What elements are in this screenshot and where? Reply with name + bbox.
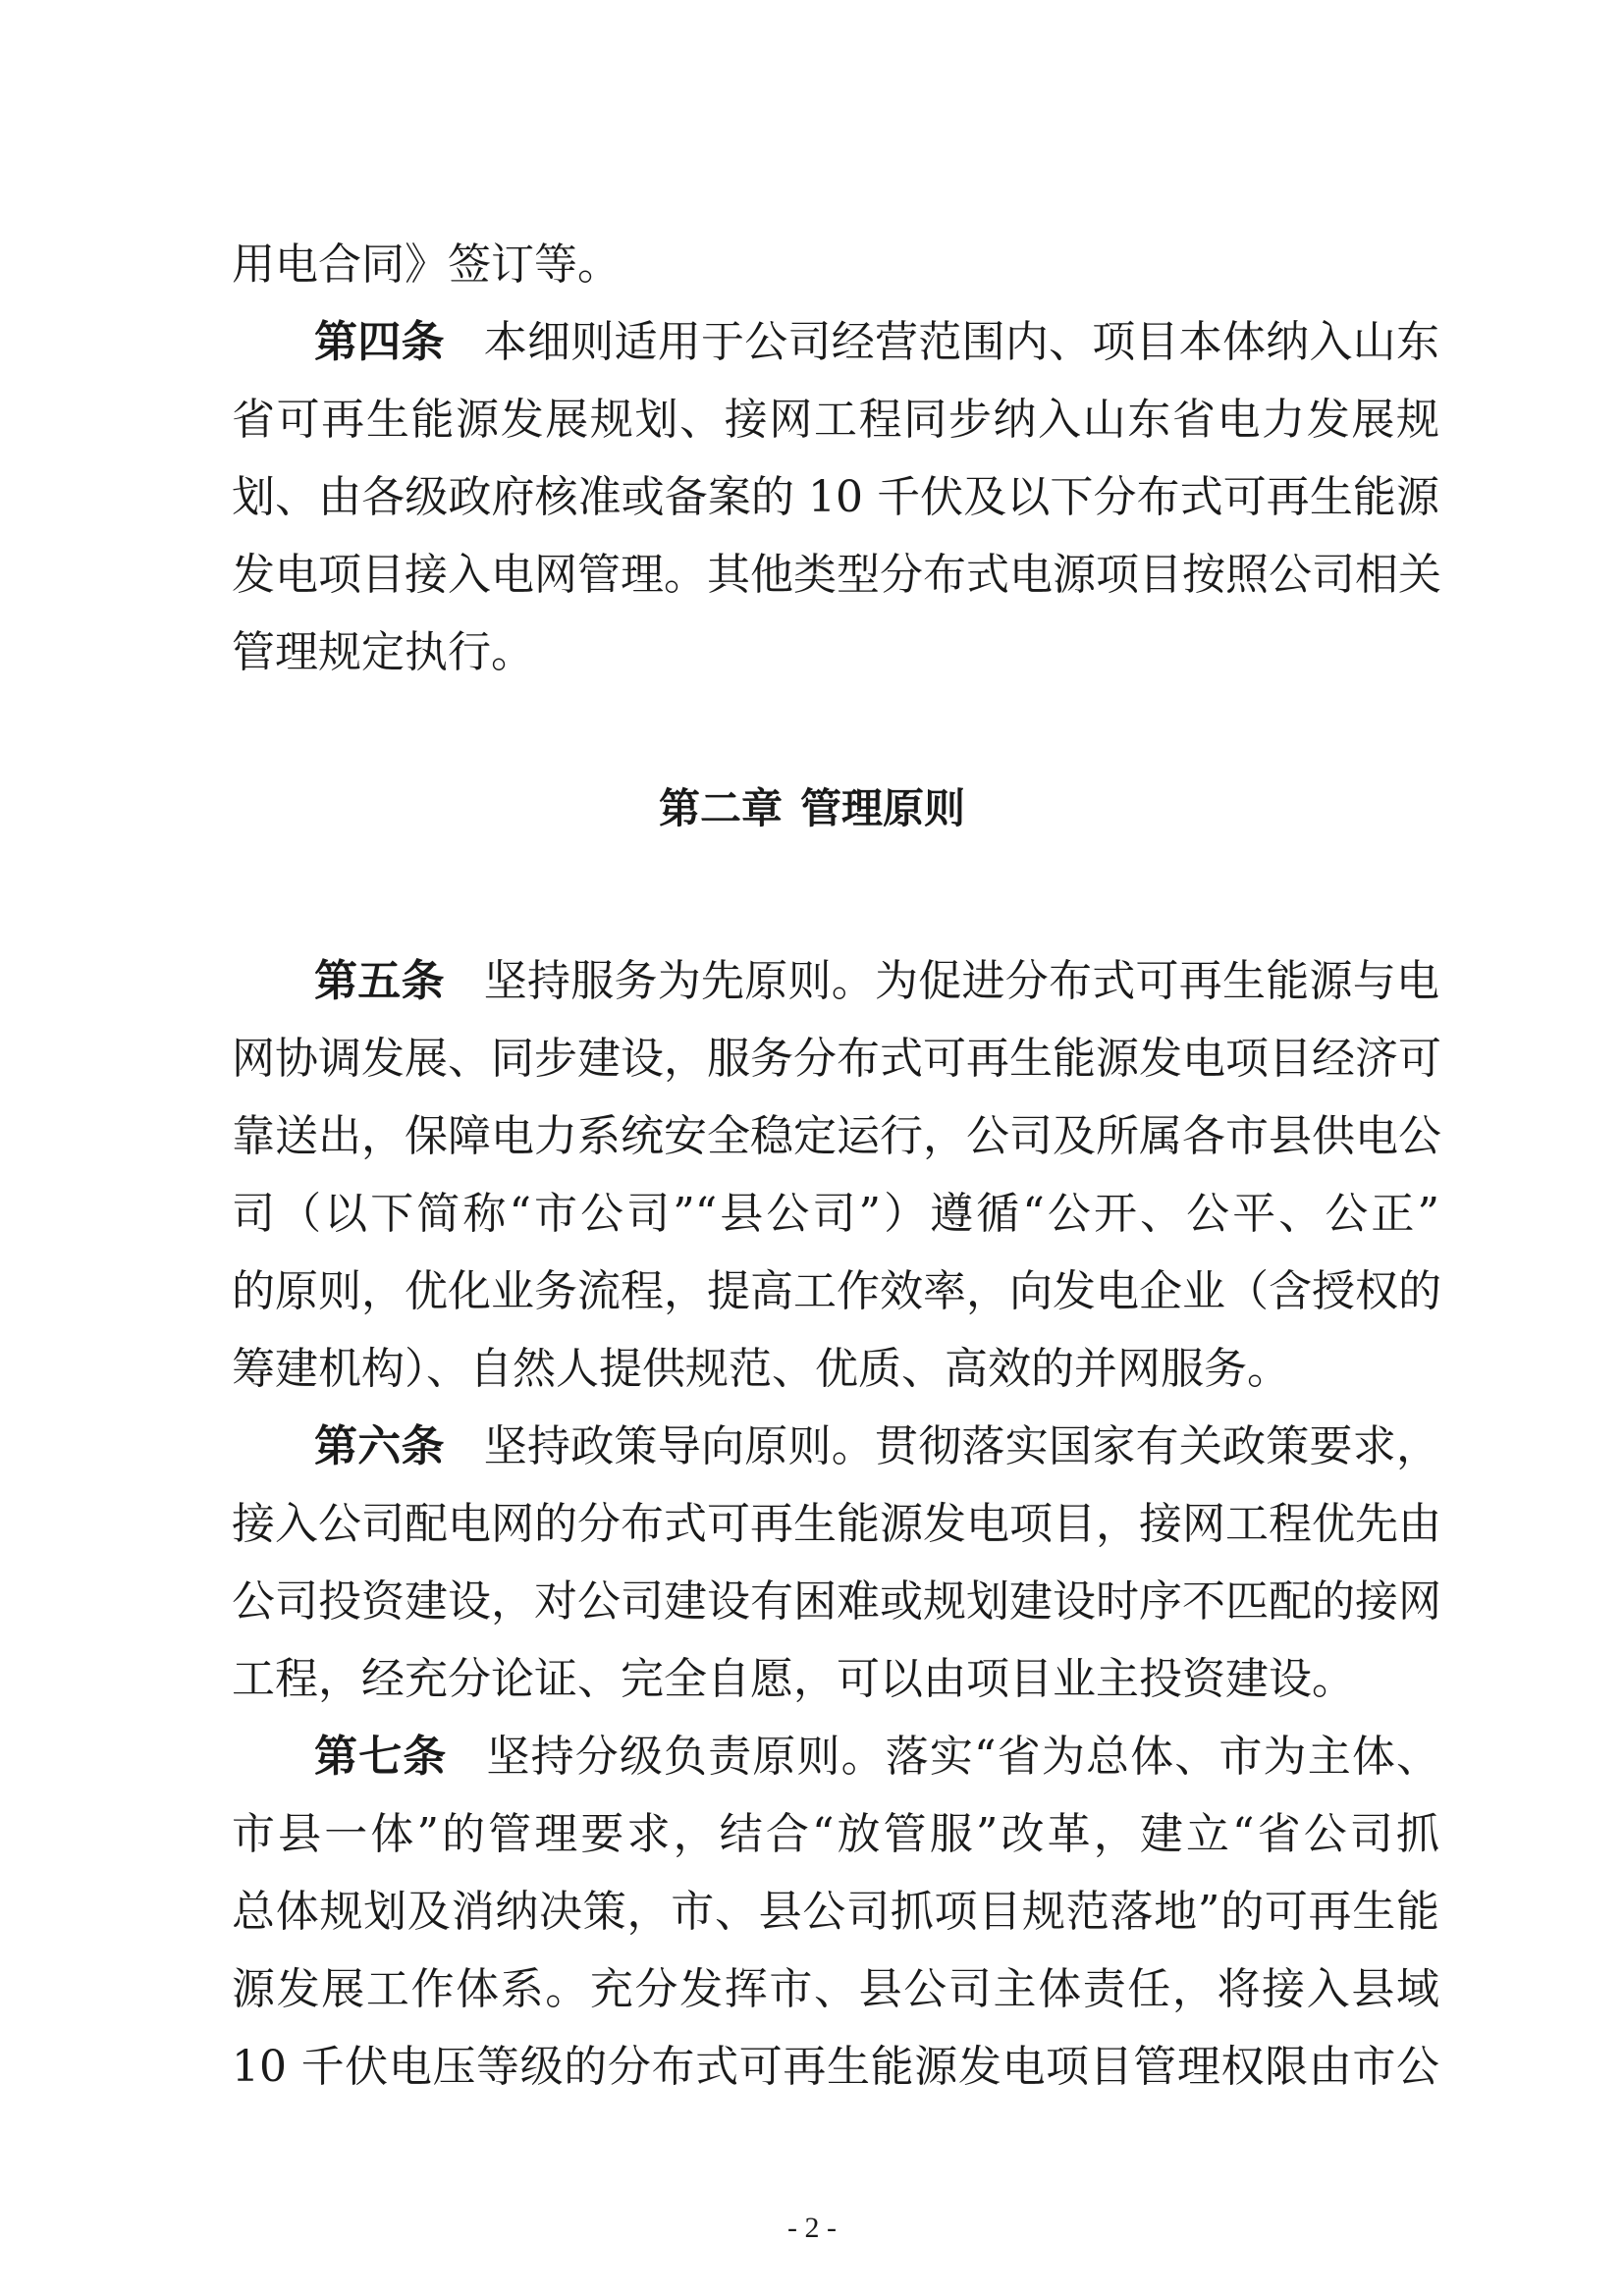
article-4-first-line: [314, 317, 1439, 368]
text-line: 接入公司配电网的分布式可再生能源发电项目，接网工程优先由: [232, 1499, 1441, 1549]
text-line: 网协调发展、同步建设，服务分布式可再生能源发电项目经济可: [232, 1034, 1441, 1084]
text-line: 划、由各级政府核准或备案的 10 千伏及以下分布式可再生能源: [232, 472, 1439, 522]
text-line: 筹建机构）、自然人提供规范、优质、高效的并网服务。: [232, 1344, 1290, 1394]
article-6-first-line: [314, 1421, 1439, 1472]
text-line: 10 千伏电压等级的分布式可再生能源发电项目管理权限由市公: [232, 2042, 1439, 2092]
text-line: 司（以下简称“市公司”“县公司”）遵循“公开、公平、公正”: [232, 1189, 1439, 1239]
article-5-label: 第五条: [314, 956, 445, 1006]
text-line: 源发展工作体系。充分发挥市、县公司主体责任，将接入县域: [232, 1964, 1439, 2014]
text-line: 发电项目接入电网管理。其他类型分布式电源项目按照公司相关: [232, 550, 1441, 600]
text-line: 市县一体”的管理要求，结合“放管服”改革，建立“省公司抓: [232, 1809, 1439, 1859]
article-4-label: 第四条: [314, 317, 445, 367]
text-line: 公司投资建设，对公司建设有困难或规划建设时序不匹配的接网: [232, 1576, 1441, 1627]
text-line: 靠送出，保障电力系统安全稳定运行，公司及所属各市县供电公: [232, 1111, 1441, 1161]
text-line: 的原则，优化业务流程，提高工作效率，向发电企业（含授权的: [232, 1266, 1441, 1316]
text-fragment: 本细则适用于公司经营范围内、项目本体纳入山东: [483, 317, 1439, 367]
text-line: 省可再生能源发展规划、接网工程同步纳入山东省电力发展规: [232, 395, 1439, 445]
page-number: - 2 -: [787, 2212, 837, 2244]
text-line: 用电合同》签订等。: [232, 240, 621, 290]
chapter-title: 管理原则: [800, 784, 966, 832]
article-5-first-line: [314, 956, 1439, 1007]
text-fragment: 坚持政策导向原则。贯彻落实国家有关政策要求，: [483, 1421, 1439, 1471]
text-fragment: 坚持服务为先原则。为促进分布式可再生能源与电: [483, 956, 1439, 1006]
text-line: 工程，经充分论证、完全自愿，可以由项目业主投资建设。: [232, 1654, 1355, 1704]
article-7-first-line: [314, 1732, 1439, 1783]
chapter-number: 第二章: [658, 784, 783, 832]
text-line: 总体规划及消纳决策，市、县公司抓项目规范落地”的可再生能: [232, 1887, 1439, 1937]
text-fragment: 坚持分级负责原则。落实“省为总体、市为主体、: [486, 1732, 1439, 1782]
article-6-label: 第六条: [314, 1421, 445, 1471]
chapter-heading: [0, 783, 1624, 834]
article-7-label: 第七条: [314, 1732, 448, 1782]
text-line: 管理规定执行。: [232, 627, 534, 677]
